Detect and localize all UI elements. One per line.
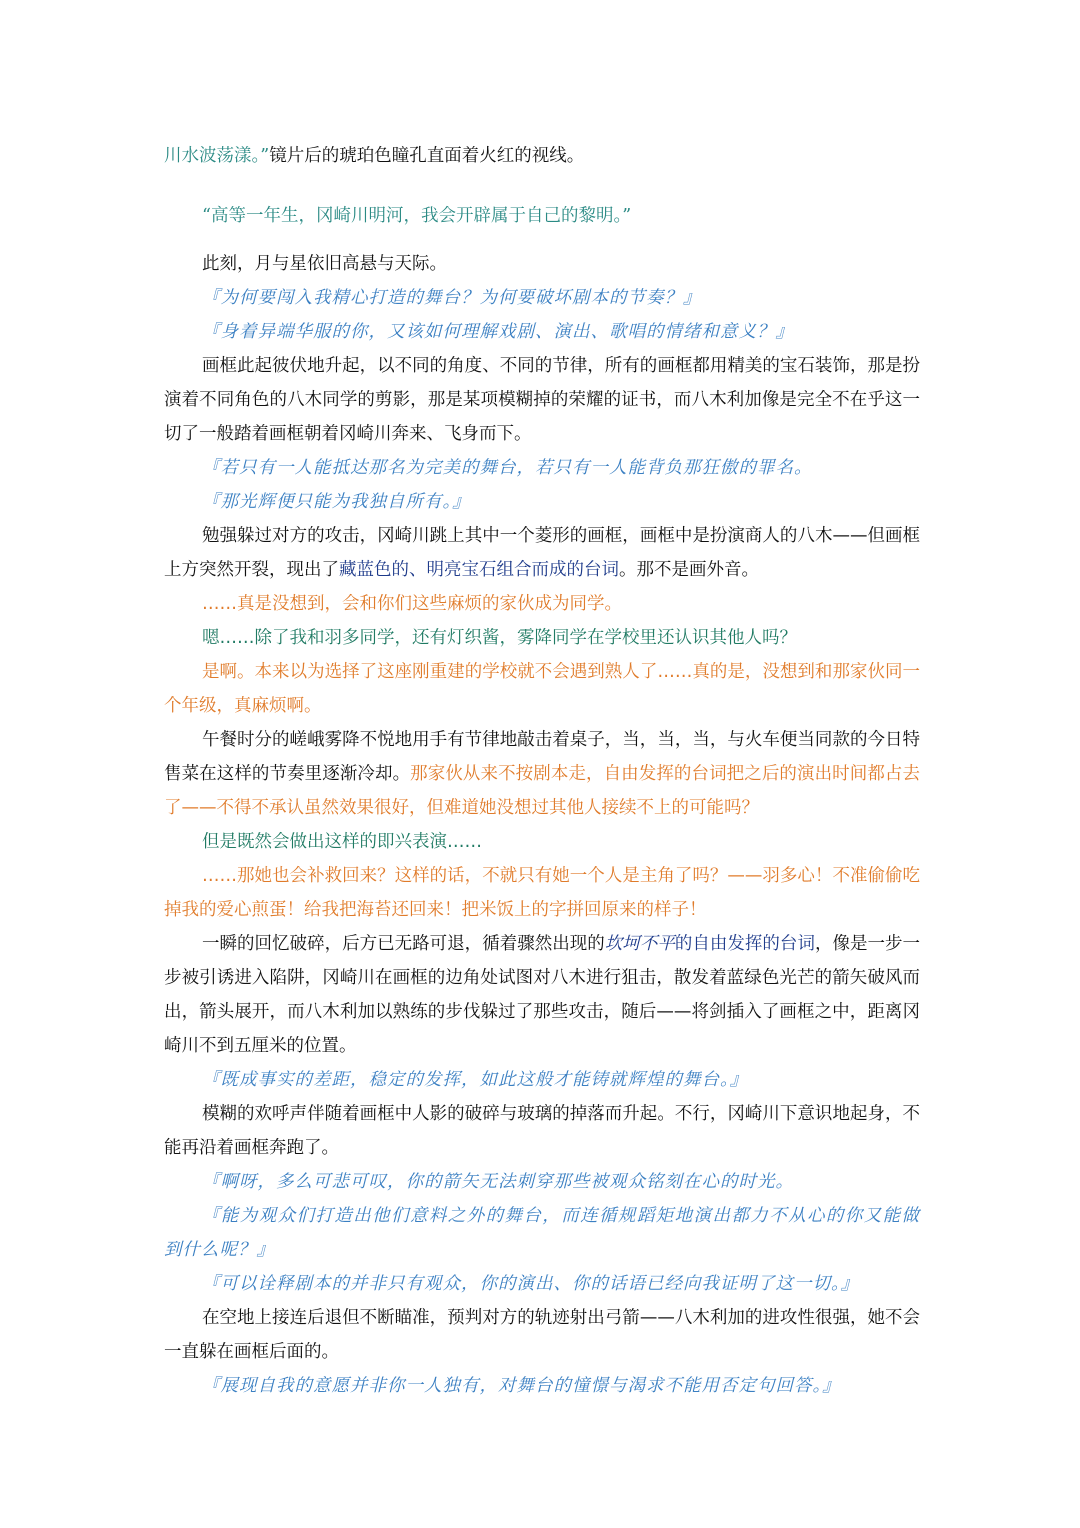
dialogue-green: 但是既然会做出这样的即兴表演…… [202, 832, 482, 852]
paragraph-narration: 此刻，月与星依旧高悬与天际。 [202, 254, 447, 274]
paragraph-narration [164, 723, 920, 825]
narration: ，像是一步一步被引诱进入陷阱，冈崎川在画框的边角处试图对八木进行狙击，散发着蓝绿色光芒的箭矢破风而出，箭头展开，而八木利加以熟练的步伐躲过了那些攻击，随后——将剑插入了画框之中，距离冈崎川不到五厘米的位置。 [164, 934, 921, 1056]
narration: 午餐时分的嵯峨雾降不悦地用手有节律地敲击着桌子，当，当，当，与火车便当同款的今日特售菜在这样的节奏里逐渐冷却。 [164, 730, 920, 784]
song-line: 『为何要闯入我精心打造的舞台？为何要破坏剧本的节奏？』 [202, 288, 702, 308]
song-line: 『身着异端华服的你，又该如何理解戏剧、演出、歌唱的情绪和意义？』 [202, 322, 794, 342]
narration: 镜片后的琥珀色瞳孔直面着火红的视线。 [269, 146, 585, 166]
paragraph-1 [164, 139, 920, 173]
song-line: 『那光辉便只能为我独自所有。』 [202, 492, 471, 512]
song-line: 『能为观众们打造出他们意料之外的舞台，而连循规蹈矩地演出都力不从心的你又能做到什么呢？』 [164, 1206, 920, 1260]
song-line: 『既成事实的差距，稳定的发挥，如此这般才能铸就辉煌的舞台。』 [202, 1070, 749, 1090]
highlight-navy: 藏蓝色的、明亮宝石组合而成的台词 [339, 560, 619, 580]
document-body [164, 139, 920, 1403]
narration: 。那不是画外音。 [619, 560, 759, 580]
paragraph-narration [164, 927, 920, 1063]
dialogue-green: 嗯……除了我和羽多同学，还有灯织酱，雾降同学在学校里还认识其他人吗？ [202, 628, 797, 648]
song-line: 『若只有一人能抵达那名为完美的舞台，若只有一人能背负那狂傲的罪名。 [202, 458, 813, 478]
song-line: 『可以诠释剧本的并非只有观众，你的演出、你的话语已经向我证明了这一切。』 [202, 1274, 860, 1294]
quote-ending: 川水波荡漾。” [164, 146, 270, 166]
highlight-navy-italic: 坎坷不平 [604, 934, 675, 954]
paragraph-narration: 模糊的欢呼声伴随着画框中人影的破碎与玻璃的掉落而升起。不行，冈崎川下意识地起身，不能再沿着画框奔跑了。 [164, 1104, 920, 1158]
song-line: 『展现自我的意愿并非你一人独有，对舞台的憧憬与渴求不能用否定句回答。』 [202, 1376, 841, 1396]
spoken-line: “高等一年生，冈崎川明河，我会开辟属于自己的黎明。” [202, 206, 632, 226]
paragraph-narration: 画框此起彼伏地升起，以不同的角度、不同的节律，所有的画框都用精美的宝石装饰，那是扮演着不同角色的八木同学的剪影，那是某项模糊掉的荣耀的证书，而八木利加像是完全不在乎这一切了一般踏着画框朝着冈崎川奔来、飞身而下。 [164, 356, 920, 444]
thought-orange: 那家伙从来不按剧本走，自由发挥的台词把之后的演出时间都占去了——不得不承认虽然效果很好，但难道她没想过其他人接续不上的可能吗？ [164, 764, 921, 818]
paragraph-narration [164, 519, 920, 587]
dialogue-orange: 是啊。本来以为选择了这座刚重建的学校就不会遇到熟人了……真的是，没想到和那家伙同一个年级，真麻烦啊。 [164, 662, 920, 716]
dialogue-orange: ……真是没想到，会和你们这些麻烦的家伙成为同学。 [202, 594, 622, 614]
dialogue-orange: ……那她也会补救回来？这样的话，不就只有她一个人是主角了吗？——羽多心！不准偷偷吃掉我的爱心煎蛋！给我把海苔还回来！把米饭上的字拼回原来的样子！ [164, 866, 920, 920]
narration: 勉强躲过对方的攻击，冈崎川跳上其中一个菱形的画框，画框中是扮演商人的八木——但画框上方突然开裂，现出了 [164, 526, 920, 580]
highlight-navy: 的自由发挥的台词 [674, 934, 815, 954]
paragraph-narration: 在空地上接连后退但不断瞄准，预判对方的轨迹射出弓箭——八木利加的进攻性很强，她不会一直躲在画框后面的。 [164, 1308, 920, 1362]
narration: 一瞬的回忆破碎，后方已无路可退，循着骤然出现的 [202, 934, 605, 954]
song-line: 『啊呀，多么可悲可叹，你的箭矢无法刺穿那些被观众铭刻在心的时光。 [202, 1172, 794, 1192]
